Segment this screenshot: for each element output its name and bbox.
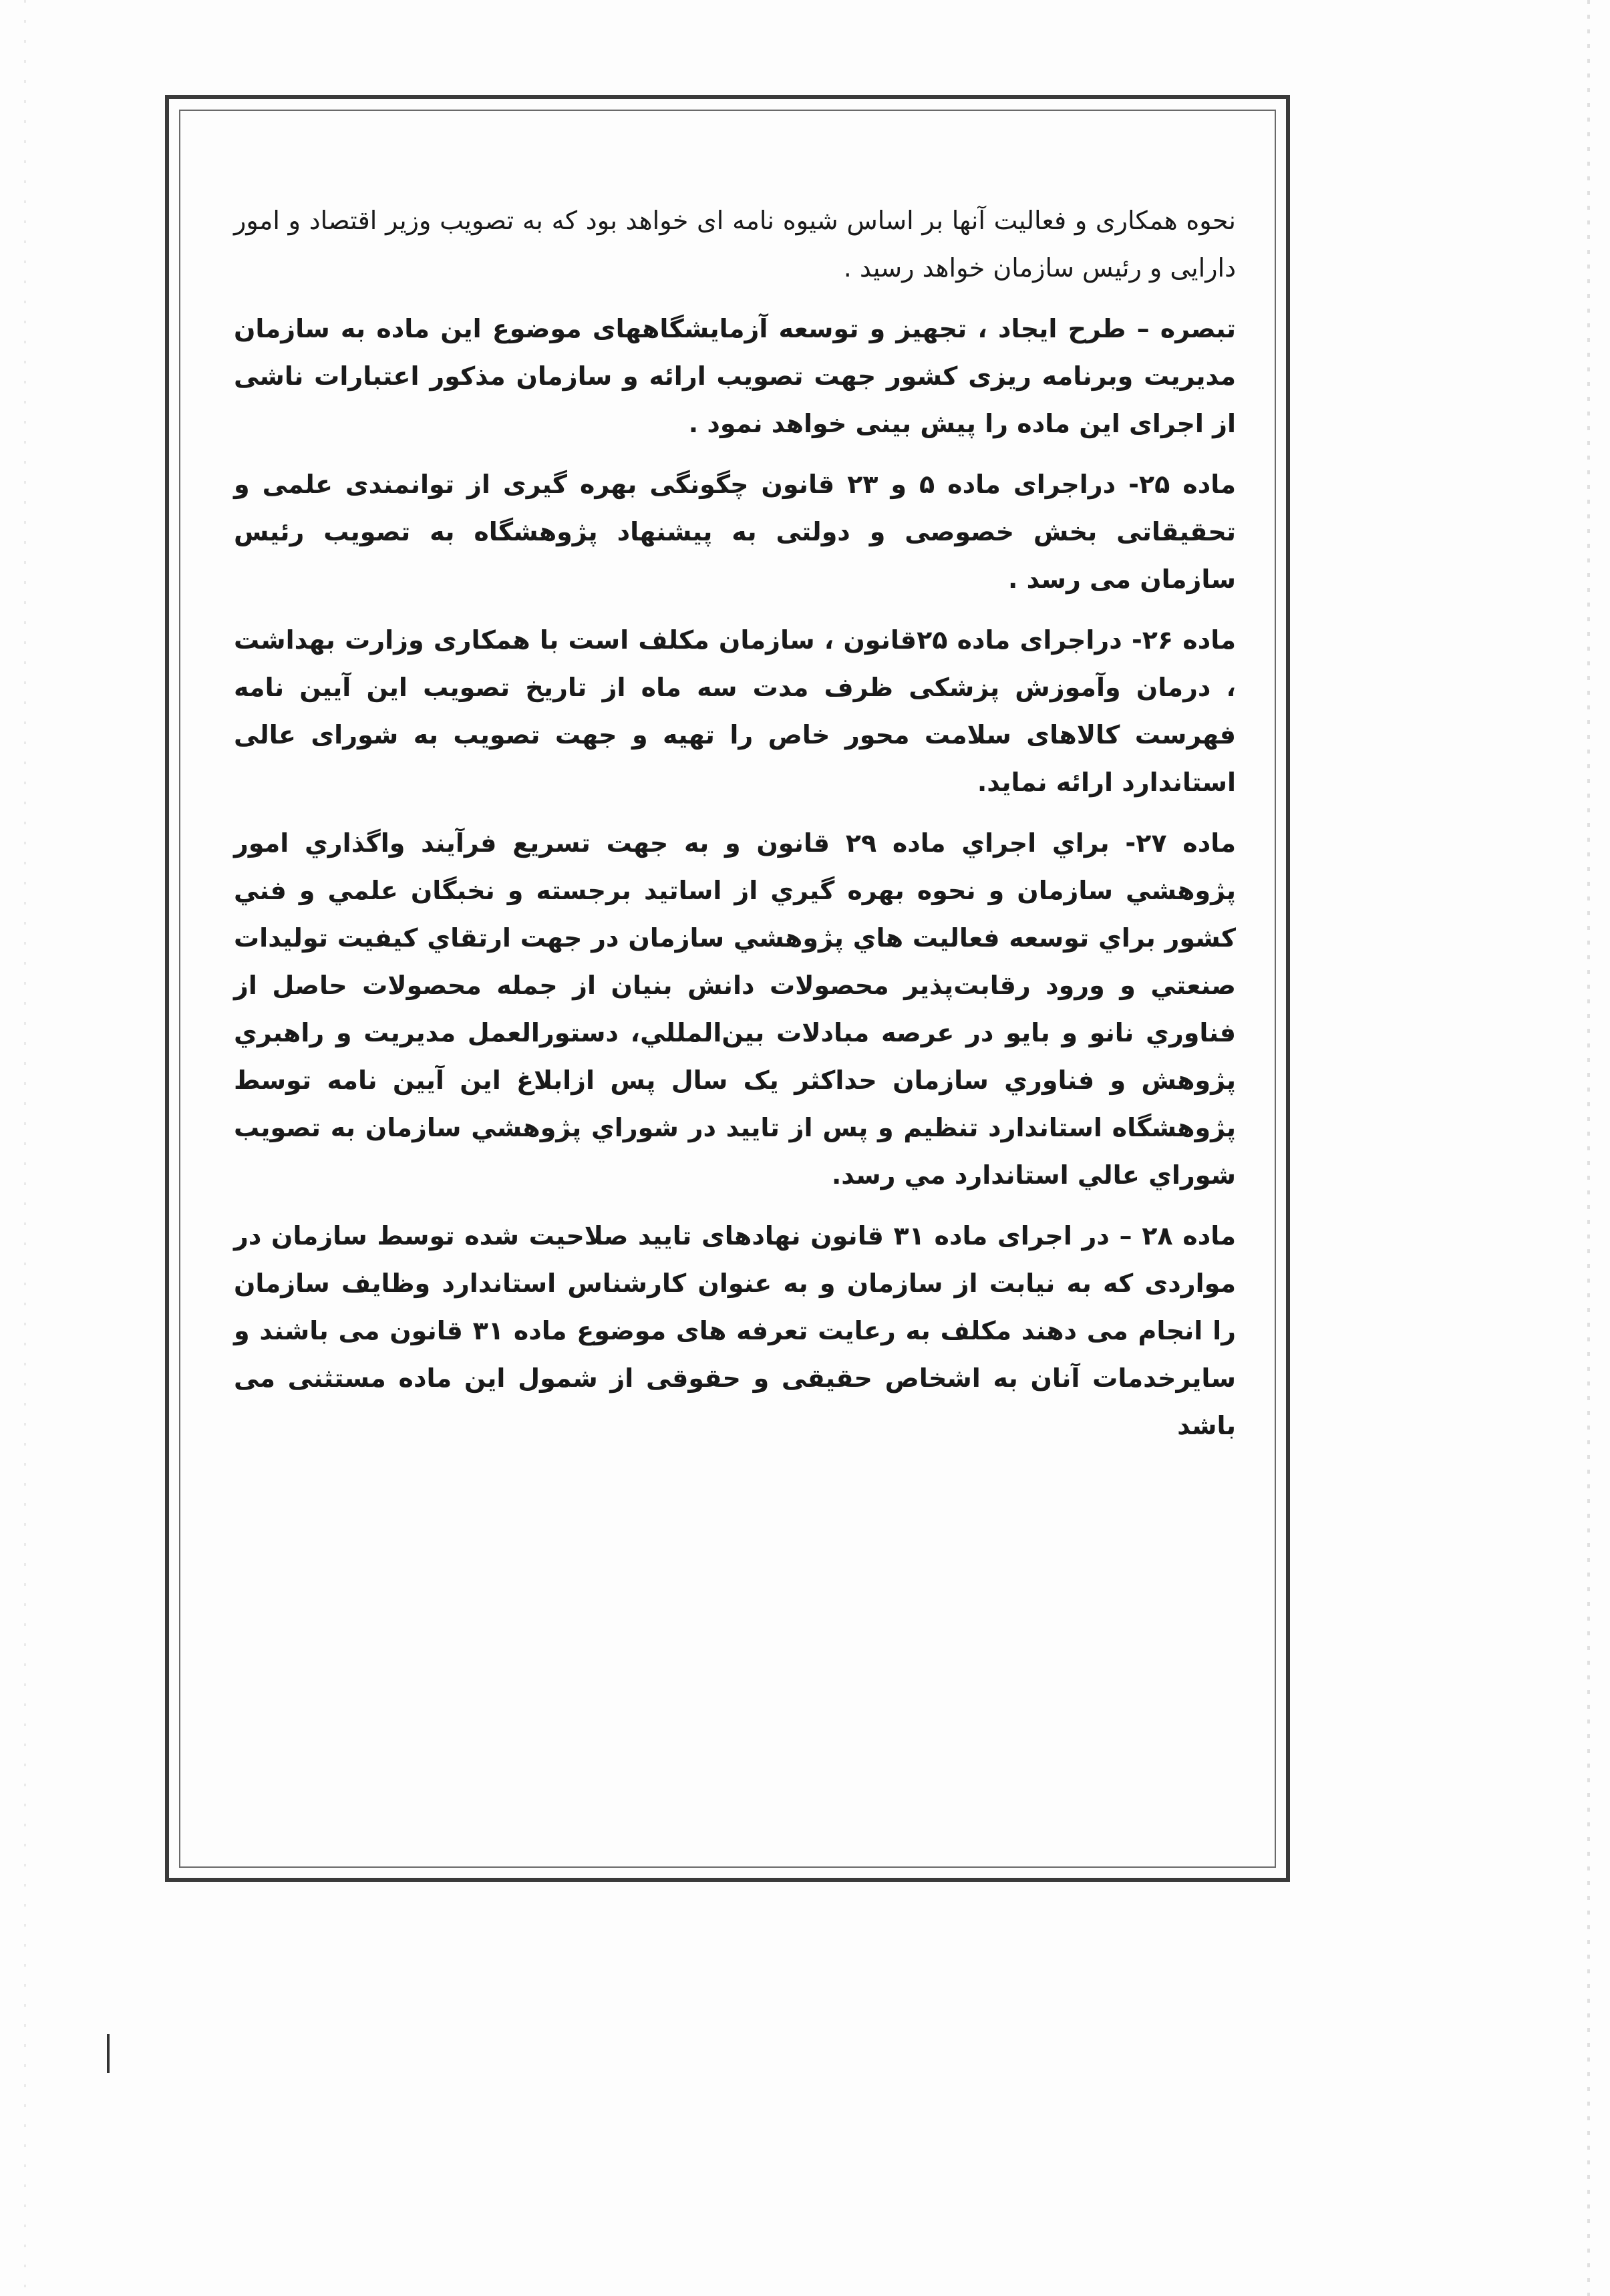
paragraph-article-25: [234, 461, 1236, 603]
paragraph-article-26: [234, 617, 1236, 806]
article-26-heading: ماده ۲۶-: [1131, 625, 1236, 655]
paragraph-text: در اجرای ماده ۳۱ قانون نهادهای تایید صلاحیت شده توسط سازمان در مواردی که به نیابت از سازمان و به عنوان کارشناس استاندارد وظایف سازمان را انجام می دهند مکلف به رعایت تعرفه های موضوع ماده ۳۱ قانون می باشند و سایرخدمات آنان به اشخاص حقیقی و حقوقی از شمول این ماده مستثنی می باشد: [234, 1221, 1236, 1440]
document-body: [234, 197, 1236, 1463]
paragraph-cooperation: [234, 197, 1236, 292]
scan-edge-right: [1587, 0, 1590, 2296]
paragraph-text: طرح ایجاد ، تجهیز و توسعه آزمایشگاههای موضوع این ماده به سازمان مدیریت وبرنامه ریزی کشور جهت تصویب ارائه و سازمان مذکور اعتبارات ناشی از اجرای این ماده را پیش بینی خواهد نمود .: [234, 314, 1236, 438]
paragraph-article-27: [234, 820, 1236, 1199]
note-heading: تبصره –: [1136, 314, 1237, 343]
stray-scan-mark: [107, 2034, 110, 2073]
article-27-heading: ماده ۲۷-: [1125, 828, 1237, 858]
paragraph-text: دراجرای ماده ۲۵قانون ، سازمان مکلف است با همکاری وزارت بهداشت ، درمان وآموزش پزشکی ظرف مدت سه ماه از تاریخ تصویب این آیین نامه فهرست کالاهای سلامت محور خاص را تهیه و جهت تصویب به شورای عالی استاندارد ارائه نماید.: [234, 625, 1236, 797]
paragraph-note: [234, 305, 1236, 448]
paragraph-text: نحوه همکاری و فعالیت آنها بر اساس شیوه نامه ای خواهد بود که به تصویب وزیر اقتصاد و امور دارایی و رئیس سازمان خواهد رسید .: [234, 206, 1236, 283]
paragraph-text: براي اجراي ماده ۲۹ قانون و به جهت تسريع فرآيند واگذاري امور پژوهشي سازمان و نحوه بهره گيري از اساتيد برجسته و نخبگان علمي و فني كشور براي توسعه فعاليت هاي پژوهشي سازمان در جهت ارتقاي كيفيت توليدات صنعتي و ورود رقابت‌پذير محصولات دانش بنيان از جمله محصولات حاصل از فناوري نانو و بايو در عرصه مبادلات بين‌المللي، دستورالعمل مديريت و راهبري پژوهش و فناوري سازمان حداكثر يک سال پس ازابلاغ اين آيين نامه توسط پژوهشگاه استاندارد تنظيم و پس از تاييد در شوراي پژوهشي سازمان به تصويب شوراي عالي استاندارد مي رسد.: [234, 828, 1236, 1190]
scan-edge-left: [24, 0, 26, 2296]
paragraph-text: دراجرای ماده ۵ و ۲۳ قانون چگونگی بهره گیری از توانمندی علمی و تحقیقاتی بخش خصوصی و دولتی به پیشنهاد پژوهشگاه به تصویب رئیس سازمان می رسد .: [234, 470, 1236, 594]
paragraph-article-28: [234, 1212, 1236, 1450]
article-25-heading: ماده ۲۵-: [1128, 470, 1236, 499]
article-28-heading: ماده ۲۸ –: [1119, 1221, 1236, 1251]
